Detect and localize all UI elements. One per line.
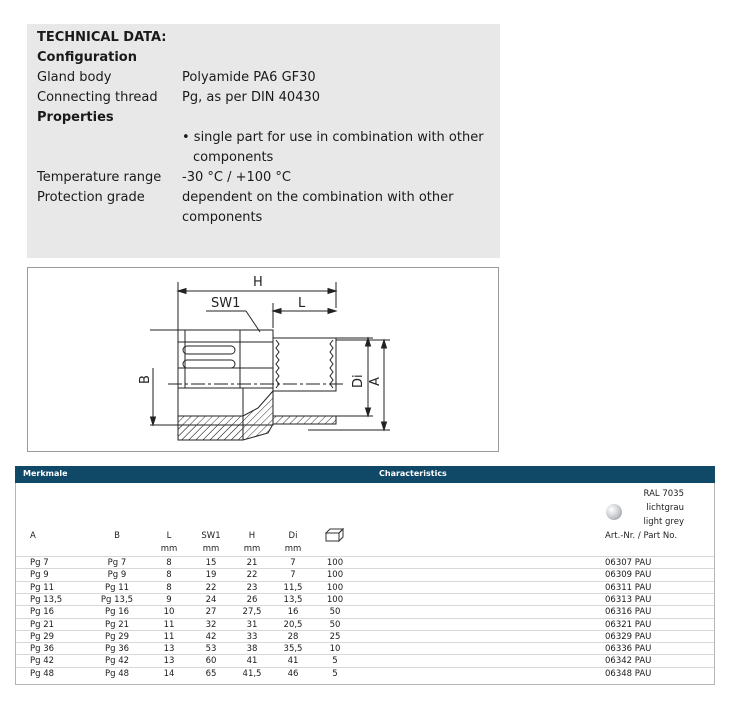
cell-b: Pg 36 <box>104 644 130 655</box>
unit-h: mm <box>243 544 261 554</box>
table-row <box>16 654 714 667</box>
table-row <box>16 605 714 618</box>
cell-l: 8 <box>166 582 172 593</box>
table-row <box>16 581 714 594</box>
cell-di: 7 <box>290 570 296 581</box>
cell-a: Pg 11 <box>30 582 55 593</box>
cell-q: 5 <box>332 656 338 667</box>
cell-sw: 15 <box>205 558 217 568</box>
table-row <box>16 593 714 606</box>
color-name-de: lichtgrau <box>646 503 684 513</box>
table-row <box>16 556 714 569</box>
box-icon <box>325 528 345 542</box>
protection-grade-label: Protection grade <box>37 190 145 205</box>
cell-b: Pg 29 <box>104 631 130 642</box>
dim-label-a: A <box>368 377 383 386</box>
cell-di: 35,5 <box>283 644 303 655</box>
cell-b: Pg 48 <box>104 668 130 679</box>
cell-a: Pg 29 <box>30 631 55 642</box>
dim-label-l: L <box>298 296 306 311</box>
cell-l: 8 <box>166 570 172 581</box>
technical-data-panel <box>27 24 500 258</box>
cell-b: Pg 11 <box>104 582 130 593</box>
cell-di: 28 <box>287 631 299 642</box>
cell-part: 06342 PAU <box>605 656 652 667</box>
cell-q: 50 <box>329 619 341 630</box>
cell-b: Pg 21 <box>104 619 130 630</box>
cell-q: 5 <box>332 668 338 679</box>
cell-di: 11,5 <box>283 582 303 593</box>
drawing-svg <box>28 268 500 453</box>
cell-part: 06311 PAU <box>605 582 652 593</box>
unit-sw1: mm <box>202 544 220 554</box>
dim-label-di: Di <box>351 374 366 388</box>
cell-a: Pg 42 <box>30 656 55 667</box>
cell-part: 06313 PAU <box>605 594 652 605</box>
cell-di: 20,5 <box>283 619 303 630</box>
configuration-heading: Configuration <box>37 50 137 65</box>
column-l-header: L <box>166 531 172 541</box>
cell-sw: 24 <box>205 594 217 605</box>
color-name-en: light grey <box>643 517 684 527</box>
cell-l: 9 <box>166 594 172 605</box>
connecting-thread-value: Pg, as per DIN 40430 <box>182 90 321 105</box>
cell-part: 06316 PAU <box>605 607 652 618</box>
cell-di: 16 <box>287 607 299 618</box>
cell-sw: 19 <box>205 570 217 581</box>
column-di-header: Di <box>288 531 298 541</box>
cell-sw: 65 <box>205 668 217 679</box>
dim-label-h: H <box>253 275 263 290</box>
table-row <box>16 630 714 643</box>
cell-part: 06309 PAU <box>605 570 652 581</box>
characteristics-title: Characteristics <box>379 469 447 478</box>
protection-grade-value-2: components <box>182 210 263 225</box>
cell-l: 8 <box>166 558 172 568</box>
cell-q: 25 <box>329 631 341 642</box>
color-code: RAL 7035 <box>643 489 684 499</box>
cell-part: 06336 PAU <box>605 644 652 655</box>
cell-sw: 32 <box>205 619 217 630</box>
cell-a: Pg 13,5 <box>30 594 63 605</box>
table-row <box>16 642 714 655</box>
cell-h: 23 <box>246 582 258 593</box>
unit-di: mm <box>284 544 302 554</box>
cell-sw: 60 <box>205 656 217 667</box>
cell-part: 06329 PAU <box>605 631 652 642</box>
cell-h: 38 <box>246 644 258 655</box>
column-b-header: B <box>114 531 120 541</box>
cell-a: Pg 7 <box>30 558 49 568</box>
cell-di: 7 <box>290 558 296 568</box>
dim-label-b: B <box>138 375 153 384</box>
color-swatch-sphere <box>606 504 622 520</box>
connecting-thread-label: Connecting thread <box>37 90 158 105</box>
cell-sw: 53 <box>205 644 217 655</box>
cell-h: 31 <box>246 619 258 630</box>
cell-part: 06307 PAU <box>605 558 652 568</box>
cell-h: 33 <box>246 631 258 642</box>
column-a-header: A <box>30 531 36 541</box>
cell-q: 10 <box>329 644 341 655</box>
cell-b: Pg 16 <box>104 607 130 618</box>
cell-b: Pg 42 <box>104 656 130 667</box>
cell-q: 100 <box>326 570 344 581</box>
table-row <box>16 618 714 631</box>
cell-q: 100 <box>326 594 344 605</box>
table-row <box>16 667 714 680</box>
cell-l: 11 <box>163 619 175 630</box>
cell-h: 41 <box>246 656 258 667</box>
cell-h: 26 <box>246 594 258 605</box>
cell-l: 10 <box>163 607 175 618</box>
unit-l: mm <box>160 544 178 554</box>
table-header-bar <box>15 466 715 483</box>
gland-body-label: Gland body <box>37 70 112 85</box>
cell-a: Pg 9 <box>30 570 49 581</box>
temperature-range-label: Temperature range <box>37 170 162 185</box>
cell-di: 13,5 <box>283 594 303 605</box>
cell-q: 100 <box>326 582 344 593</box>
cell-b: Pg 9 <box>107 570 127 581</box>
dim-label-sw1: SW1 <box>211 296 241 311</box>
cell-sw: 27 <box>205 607 217 618</box>
cell-part: 06348 PAU <box>605 668 652 679</box>
column-sw1-header: SW1 <box>201 531 221 541</box>
cell-h: 21 <box>246 558 258 568</box>
cell-l: 11 <box>163 631 175 642</box>
table-row <box>16 568 714 581</box>
cell-a: Pg 16 <box>30 607 55 618</box>
cell-l: 13 <box>163 644 175 655</box>
cell-di: 46 <box>287 668 299 679</box>
cell-sw: 22 <box>205 582 217 593</box>
merkmale-title: Merkmale <box>23 469 68 478</box>
column-h-header: H <box>248 531 256 541</box>
part-number-header: Art.-Nr. / Part No. <box>605 531 678 541</box>
cell-q: 100 <box>326 558 344 568</box>
cell-b: Pg 13,5 <box>100 594 134 605</box>
cell-l: 13 <box>163 656 175 667</box>
cell-h: 27,5 <box>242 607 262 618</box>
property-line-2: components <box>193 150 274 165</box>
cell-a: Pg 21 <box>30 619 55 630</box>
cell-di: 41 <box>287 656 299 667</box>
cell-a: Pg 48 <box>30 668 55 679</box>
technical-data-heading: TECHNICAL DATA: <box>37 30 167 45</box>
protection-grade-value-1: dependent on the combination with other <box>182 190 454 205</box>
cell-l: 14 <box>163 668 175 679</box>
technical-drawing <box>27 267 499 452</box>
cell-b: Pg 7 <box>107 558 127 568</box>
temperature-range-value: -30 °C / +100 °C <box>182 170 292 185</box>
cell-a: Pg 36 <box>30 644 55 655</box>
cell-q: 50 <box>329 607 341 618</box>
gland-body-value: Polyamide PA6 GF30 <box>182 70 316 85</box>
cell-h: 22 <box>246 570 258 581</box>
cell-part: 06321 PAU <box>605 619 652 630</box>
properties-heading: Properties <box>37 110 114 125</box>
property-line-1: • single part for use in combination with other <box>182 130 484 145</box>
cell-sw: 42 <box>205 631 217 642</box>
cell-h: 41,5 <box>242 668 262 679</box>
